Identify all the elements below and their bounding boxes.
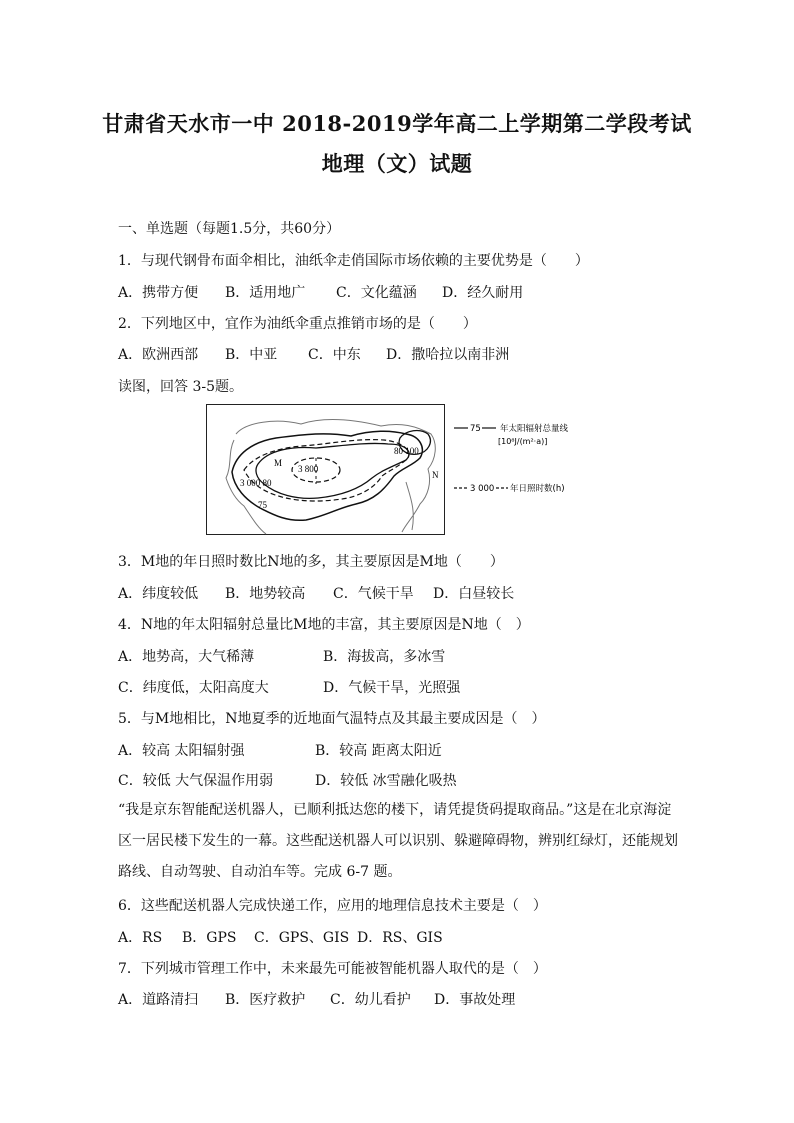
question-5-stem: 5．与M地相比，N地夏季的近地面气温特点及其最主要成因是（ ） (118, 711, 546, 727)
q1-option-c: C．文化蕴涵 (336, 285, 417, 301)
q7-option-c: C．幼儿看护 (330, 992, 411, 1008)
legend-solid-unit: [10⁸J/(m²·a)] (498, 437, 548, 446)
q1-option-d: D．经久耐用 (442, 285, 524, 301)
q5-option-d: D．较低 冰雪融化吸热 (315, 773, 457, 789)
question-2-stem: 2．下列地区中，宜作为油纸伞重点推销市场的是（ ） (118, 316, 477, 332)
legend-dash-text: 年日照时数(h) (510, 484, 565, 494)
page-subtitle: 地理（文）试题 (321, 151, 473, 176)
question-3-stem: 3．M地的年日照时数比N地的多，其主要原因是M地（ ） (118, 554, 504, 570)
question-1-stem: 1．与现代钢骨布面伞相比，油纸伞走俏国际市场依赖的主要优势是（ ） (118, 253, 589, 269)
label-m: M (274, 458, 283, 468)
q6-option-a: A．RS (118, 930, 163, 946)
label-80-100: 80 100 (394, 446, 419, 456)
legend-solid-value: 75 (470, 424, 481, 434)
q5-option-c: C．较低 大气保温作用弱 (118, 773, 274, 789)
q3-option-c: C．气候干旱 (333, 586, 414, 602)
label-3000-80: 3 000 80 (240, 478, 272, 488)
q5-option-a: A．较高 太阳辐射强 (118, 743, 245, 759)
q6-option-d: D．RS、GIS (357, 930, 443, 946)
q7-option-b: B．医疗救护 (225, 992, 306, 1008)
q6-option-c: C．GPS、GIS (254, 930, 350, 946)
q3-option-b: B．地势较高 (225, 586, 306, 602)
q3-option-a: A．纬度较低 (118, 586, 199, 602)
q6-option-b: B．GPS (182, 930, 237, 946)
q2-option-b: B．中亚 (225, 347, 278, 363)
q7-option-d: D．事故处理 (434, 992, 516, 1008)
question-6-stem: 6．这些配送机器人完成快递工作，应用的地理信息技术主要是（ ） (118, 898, 547, 914)
q4-option-b: B．海拔高，多冰雪 (323, 649, 446, 665)
q3-option-d: D．白昼较长 (433, 586, 515, 602)
passage-6-7: “我是京东智能配送机器人，已顺利抵达您的楼下，请凭提货码提取商品。”这是在北京海淀区一居民楼下发生的一幕。这些配送机器人可以识别、躲避障碍物，辨别红绿灯，还能规划路线、自动驾驶、自动泊车等。完成 6-7 题。 (118, 802, 678, 880)
map-intro: 读图，回答 3-5题。 (118, 379, 243, 395)
map-legend (454, 423, 569, 494)
label-75: 75 (258, 500, 267, 510)
page-title: 甘肃省天水市一中 2018-2019学年高二上学期第二学段考试 (102, 111, 692, 136)
q4-option-c: C．纬度低，太阳高度大 (118, 680, 269, 696)
solar-radiation-map (206, 404, 596, 536)
q2-option-c: C．中东 (308, 347, 361, 363)
q4-option-d: D．气候干旱，光照强 (323, 680, 461, 696)
q1-option-b: B．适用地广 (225, 285, 306, 301)
legend-solid-text: 年太阳辐射总量线 (500, 424, 569, 434)
legend-dash-value: 3 000 (470, 484, 495, 494)
q2-option-a: A．欧洲西部 (118, 347, 199, 363)
q1-option-a: A．携带方便 (118, 285, 199, 301)
q7-option-a: A．道路清扫 (118, 992, 199, 1008)
question-4-stem: 4．N地的年太阳辐射总量比M地的丰富，其主要原因是N地（ ） (118, 617, 530, 633)
section-heading: 一、单选题（每题1.5分，共60分） (118, 221, 341, 237)
q4-option-a: A．地势高，大气稀薄 (118, 649, 255, 665)
label-n: N (432, 470, 439, 480)
q2-option-d: D．撒哈拉以南非洲 (386, 347, 510, 363)
question-7-stem: 7．下列城市管理工作中，未来最先可能被智能机器人取代的是（ ） (118, 961, 547, 977)
label-3800: 3 800 (298, 464, 319, 474)
q5-option-b: B．较高 距离太阳近 (315, 743, 442, 759)
